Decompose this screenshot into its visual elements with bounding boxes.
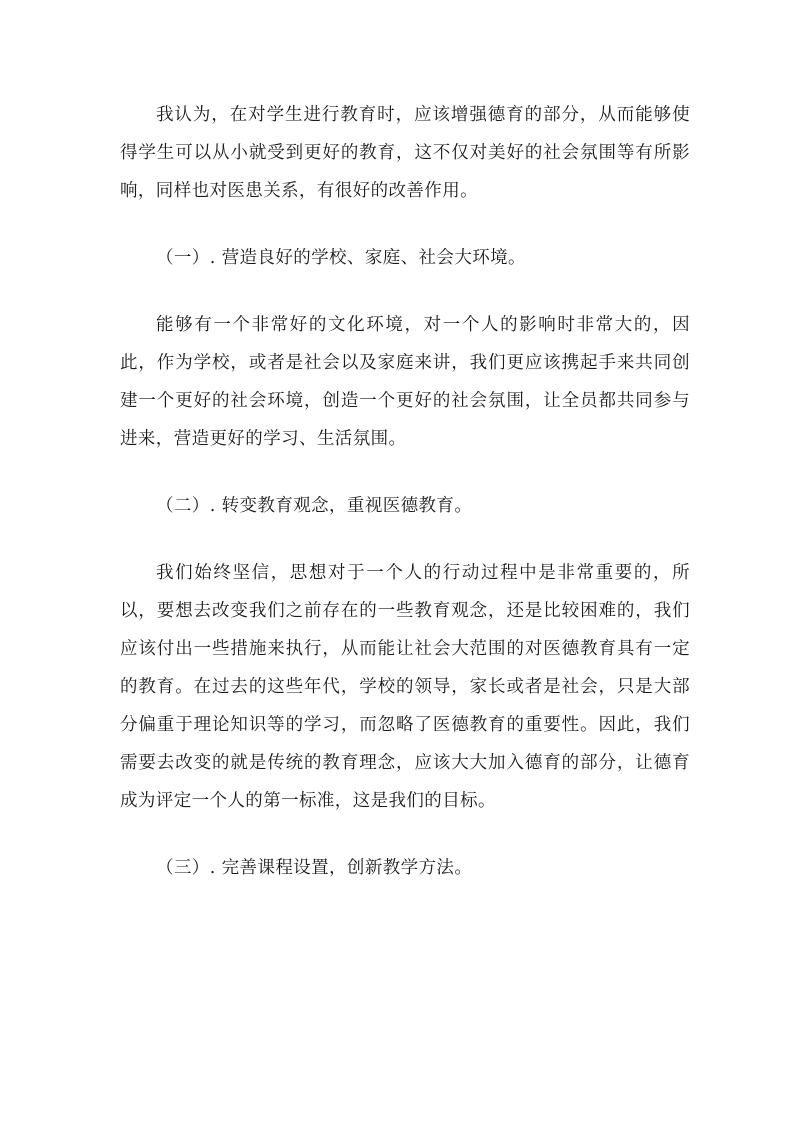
spacer [120, 525, 690, 554]
spacer [120, 458, 690, 487]
section-1-paragraph: 能够有一个非常好的文化环境，对一个人的影响时非常大的，因此，作为学校，或者是社会以及家庭来讲，我们更应该携起手来共同创建一个更好的社会环境，创造一个更好的社会氛围，让全员都共同参与进来，营造更好的学习、生活氛围。 [120, 315, 690, 449]
section-heading-3: （三）. 完善课程设置，创新教学方法。 [156, 858, 473, 878]
section-2-paragraph: 我们始终坚信，思想对于一个人的行动过程中是非常重要的，所以，要想去改变我们之前存在的一些教育观念，还是比较困难的，我们应该付出一些措施来执行，从而能让社会大范围的对医德教育具有一定的教育。在过去的这些年代，学校的领导，家长或者是社会，只是大部分偏重于理论知识等的学习，而忽略了医德教育的重要性。因此，我们需要去改变的就是传统的教育理念，应该大大加入德育的部分，让德育成为评定一个人的第一标准，这是我们的目标。 [120, 563, 690, 811]
section-heading-2: （二）. 转变教育观念，重视医德教育。 [156, 496, 473, 516]
section-heading-1: （一）. 营造良好的学校、家庭、社会大环境。 [156, 248, 526, 268]
intro-paragraph: 我认为，在对学生进行教育时，应该增强德育的部分，从而能够使得学生可以从小就受到更好的教育，这不仅对美好的社会氛围等有所影响，同样也对医患关系，有很好的改善作用。 [120, 105, 690, 201]
document-page [120, 96, 690, 887]
spacer [120, 820, 690, 849]
spacer [120, 277, 690, 306]
spacer [120, 210, 690, 239]
